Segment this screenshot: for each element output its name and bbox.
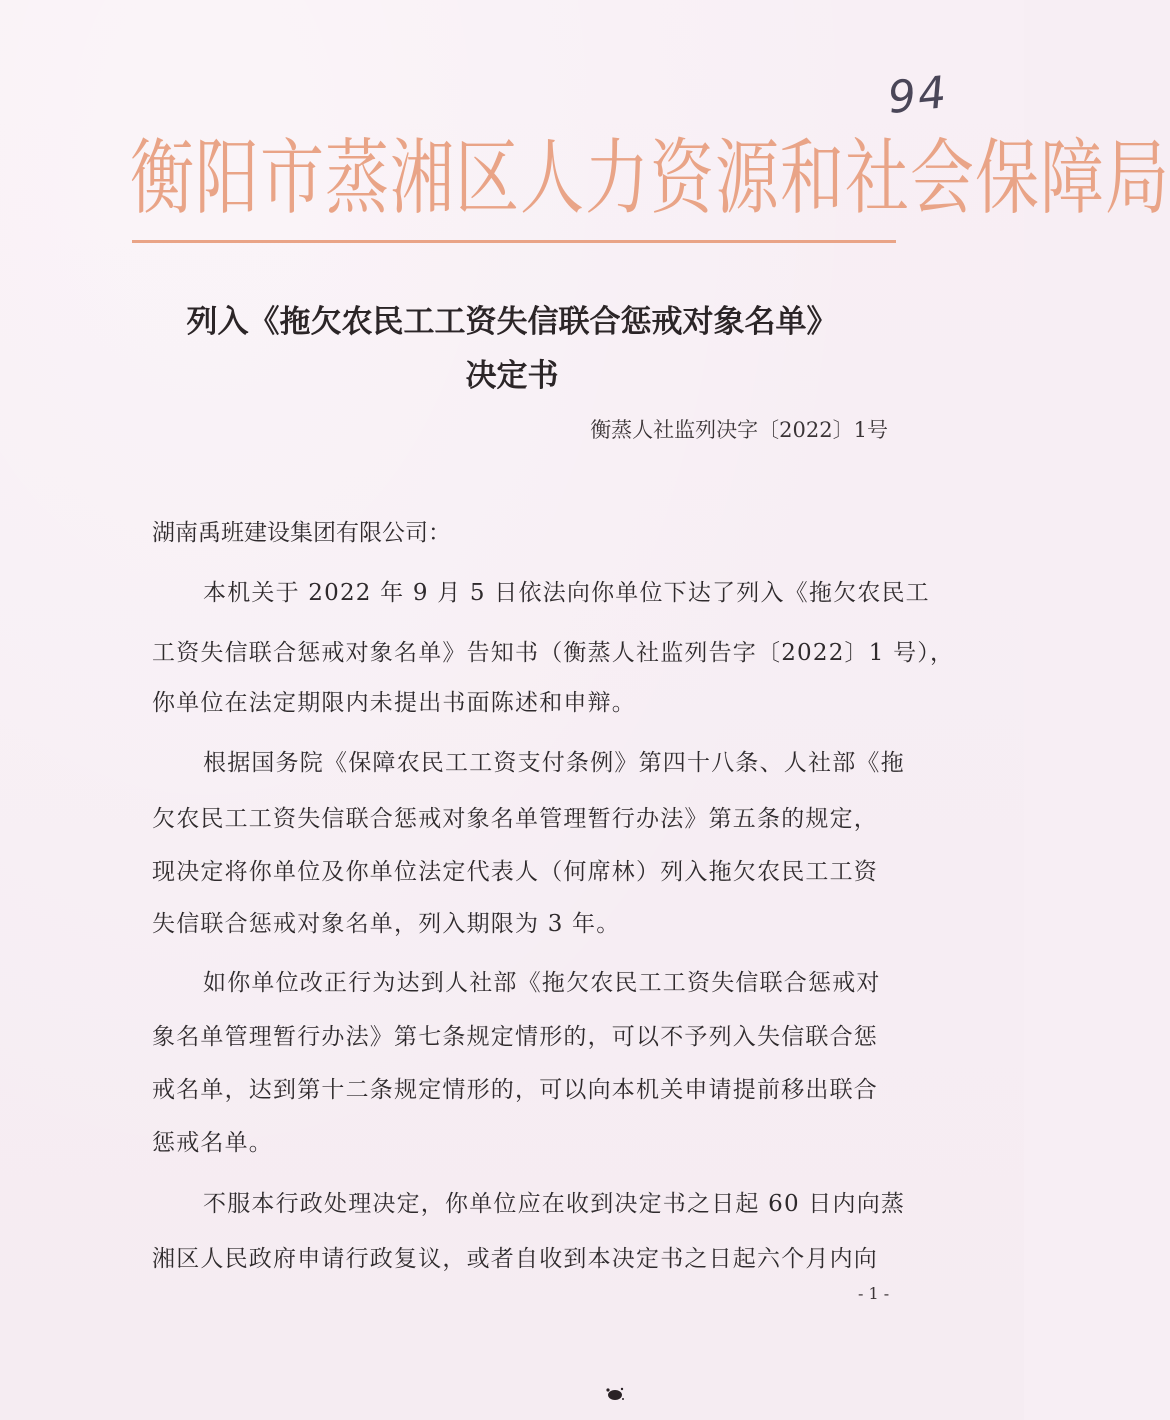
body-line: 不服本行政处理决定，你单位应在收到决定书之日起 60 日内向蒸 [203,1191,906,1217]
body-line: 现决定将你单位及你单位法定代表人（何席林）列入拖欠农民工工资 [152,859,878,885]
body-line: 戒名单，达到第十二条规定情形的，可以向本机关申请提前移出联合 [152,1077,878,1103]
body-line: 你单位在法定期限内未提出书面陈述和申辩。 [152,690,636,716]
page-number: - 1 - [858,1284,890,1303]
ink-smudge-mark [604,1386,626,1402]
body-line: 惩戒名单。 [152,1130,273,1156]
document-title-line-1: 列入《拖欠农民工工资失信联合惩戒对象名单》 [186,304,838,340]
document-title-line-2: 决定书 [465,358,559,394]
salutation: 湖南禹班建设集团有限公司： [152,520,451,546]
document-number: 衡蒸人社监列决字〔2022〕1号 [590,418,888,442]
handwritten-page-mark: 94 [885,67,951,124]
body-line: 湘区人民政府申请行政复议，或者自收到本决定书之日起六个月内向 [152,1246,878,1272]
letterhead-rule [132,240,896,243]
body-line: 根据国务院《保障农民工工资支付条例》第四十八条、人社部《拖 [203,750,905,776]
letterhead-title: 衡阳市蒸湘区人力资源和社会保障局 [130,131,1170,227]
body-line: 象名单管理暂行办法》第七条规定情形的，可以不予列入失信联合惩 [152,1024,878,1050]
body-line: 失信联合惩戒对象名单，列入期限为 3 年。 [152,911,621,937]
body-line: 本机关于 2022 年 9 月 5 日依法向你单位下达了列入《拖欠农民工 [203,580,930,606]
body-line: 工资失信联合惩戒对象名单》告知书（衡蒸人社监列告字〔2022〕1 号）， [152,640,955,666]
body-line: 欠农民工工资失信联合惩戒对象名单管理暂行办法》第五条的规定， [152,806,878,832]
body-line: 如你单位改正行为达到人社部《拖欠农民工工资失信联合惩戒对 [203,970,881,996]
